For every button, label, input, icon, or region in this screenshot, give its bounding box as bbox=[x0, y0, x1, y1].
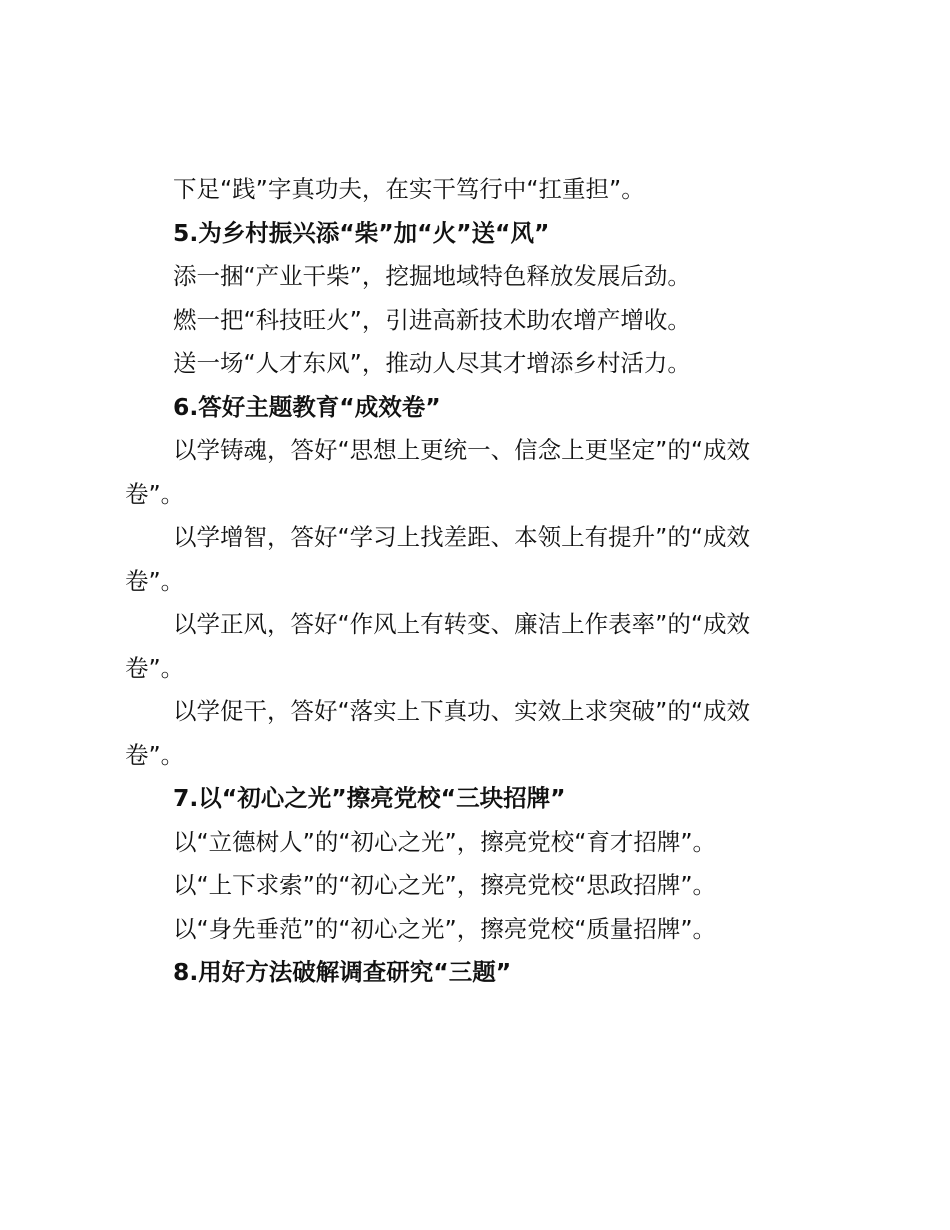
document-body bbox=[125, 168, 805, 995]
paragraph-line: 卷”。 bbox=[125, 740, 185, 769]
section-heading-5: 5.为乡村振兴添“柴”加“火”送“风” bbox=[173, 218, 550, 247]
section-heading-6: 6.答好主题教育“成效卷” bbox=[173, 392, 441, 421]
paragraph bbox=[125, 603, 805, 690]
paragraph bbox=[125, 429, 805, 516]
paragraph-line: 卷”。 bbox=[125, 653, 185, 682]
section-heading-8: 8.用好方法破解调查研究“三题” bbox=[173, 958, 512, 986]
section-heading-7: 7.以“初心之光”擦亮党校“三块招牌” bbox=[173, 784, 566, 812]
paragraph bbox=[125, 690, 805, 777]
paragraph-line: 卷”。 bbox=[125, 479, 185, 508]
paragraph-line: 以学铸魂，答好“思想上更统一、信念上更坚定”的“成效 bbox=[173, 436, 751, 464]
paragraph: 以“立德树人”的“初心之光”，擦亮党校“育才招牌”。 bbox=[173, 827, 717, 856]
paragraph: 下足“践”字真功夫，在实干笃行中“扛重担”。 bbox=[173, 175, 645, 203]
paragraph-line: 以学促干，答好“落实上下真功、实效上求突破”的“成效 bbox=[173, 697, 751, 725]
paragraph: 以“上下求索”的“初心之光”，擦亮党校“思政招牌”。 bbox=[173, 871, 717, 899]
paragraph: 以“身先垂范”的“初心之光”，擦亮党校“质量招牌”。 bbox=[173, 914, 717, 943]
paragraph-line: 以学正风，答好“作风上有转变、廉洁上作表率”的“成效 bbox=[173, 610, 751, 638]
paragraph: 燃一把“科技旺火”，引进高新技术助农增产增收。 bbox=[173, 305, 691, 334]
paragraph-line: 以学增智，答好“学习上找差距、本领上有提升”的“成效 bbox=[173, 523, 751, 551]
paragraph: 送一场“人才东风”，推动人尽其才增添乡村活力。 bbox=[173, 349, 691, 377]
paragraph: 添一捆“产业干柴”，挖掘地域特色释放发展后劲。 bbox=[173, 262, 691, 290]
paragraph bbox=[125, 516, 805, 603]
paragraph-line: 卷”。 bbox=[125, 566, 185, 595]
